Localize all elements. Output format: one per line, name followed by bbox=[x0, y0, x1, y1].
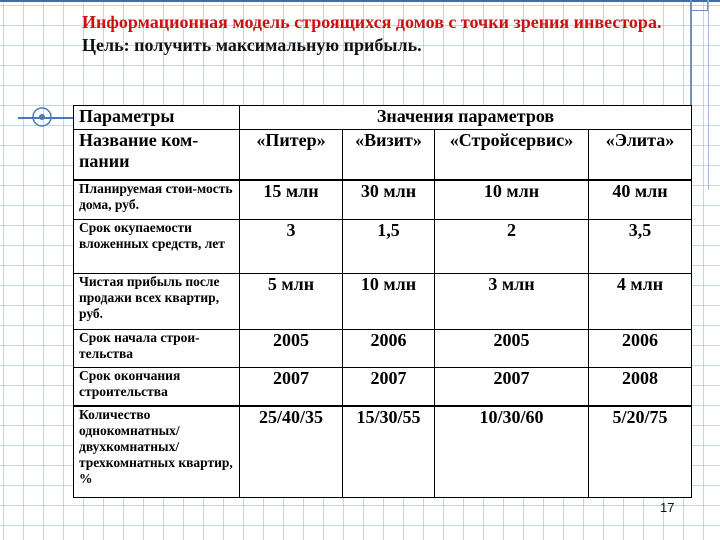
value-cell: 2007 bbox=[343, 368, 435, 406]
value-cell: 2 bbox=[435, 220, 589, 274]
corner-decoration bbox=[690, 0, 708, 11]
table-row bbox=[74, 274, 692, 330]
company-name: «Визит» bbox=[343, 130, 435, 180]
company-name: «Элита» bbox=[589, 130, 692, 180]
value-cell: 2007 bbox=[240, 368, 343, 406]
table-row bbox=[74, 220, 692, 274]
parameter-cell: Срок окупаемости вложенных средств, лет bbox=[74, 220, 240, 274]
slide-heading bbox=[82, 11, 682, 57]
parameter-cell: Срок начала строи-тельства bbox=[74, 330, 240, 368]
table-header-row bbox=[74, 106, 692, 130]
table-row bbox=[74, 330, 692, 368]
value-cell: 40 млн bbox=[589, 180, 692, 220]
slide-title: Информационная модель строящихся домов с точки зрения инвестора. bbox=[82, 12, 662, 32]
header-values: Значения параметров bbox=[240, 106, 692, 130]
value-cell: 3,5 bbox=[589, 220, 692, 274]
right-decorative-rule-thin bbox=[708, 0, 709, 190]
value-cell: 15 млн bbox=[240, 180, 343, 220]
value-cell: 25/40/35 bbox=[240, 406, 343, 498]
value-cell: 15/30/55 bbox=[343, 406, 435, 498]
parameter-cell: Срок окончания строительства bbox=[74, 368, 240, 406]
parameter-cell: Чистая прибыль после продажи всех квартир, руб. bbox=[74, 274, 240, 330]
header-parameters: Параметры bbox=[74, 106, 240, 130]
company-label: Название ком-пании bbox=[74, 130, 240, 180]
company-name: «Стройсервис» bbox=[435, 130, 589, 180]
parameter-cell: Количество однокомнатных/ двухкомнатных/ трехкомнатных квартир, % bbox=[74, 406, 240, 498]
table-row bbox=[74, 406, 692, 498]
value-cell: 10 млн bbox=[343, 274, 435, 330]
value-cell: 5/20/75 bbox=[589, 406, 692, 498]
value-cell: 3 bbox=[240, 220, 343, 274]
parameters-table bbox=[73, 105, 692, 498]
value-cell: 30 млн bbox=[343, 180, 435, 220]
value-cell: 4 млн bbox=[589, 274, 692, 330]
slide-goal: Цель: получить максимальную прибыль. bbox=[82, 35, 422, 55]
value-cell: 2005 bbox=[435, 330, 589, 368]
value-cell: 10/30/60 bbox=[435, 406, 589, 498]
page-number: 17 bbox=[660, 500, 675, 515]
circle-bullet-icon bbox=[28, 104, 54, 130]
value-cell: 1,5 bbox=[343, 220, 435, 274]
value-cell: 2008 bbox=[589, 368, 692, 406]
table-row bbox=[74, 180, 692, 220]
value-cell: 3 млн bbox=[435, 274, 589, 330]
table-row bbox=[74, 368, 692, 406]
company-header-row bbox=[74, 130, 692, 180]
value-cell: 5 млн bbox=[240, 274, 343, 330]
company-name: «Питер» bbox=[240, 130, 343, 180]
value-cell: 10 млн bbox=[435, 180, 589, 220]
value-cell: 2006 bbox=[589, 330, 692, 368]
value-cell: 2007 bbox=[435, 368, 589, 406]
value-cell: 2005 bbox=[240, 330, 343, 368]
value-cell: 2006 bbox=[343, 330, 435, 368]
top-border-line bbox=[0, 0, 720, 2]
parameter-cell: Планируемая стои-мость дома, руб. bbox=[74, 180, 240, 220]
